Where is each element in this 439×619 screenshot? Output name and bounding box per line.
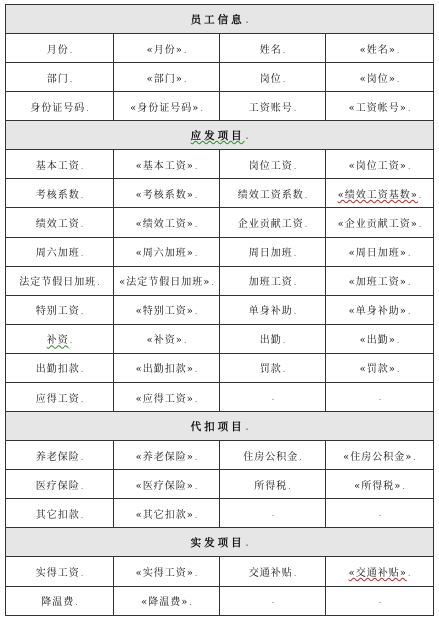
- field-label-cell[interactable]: [6, 208, 114, 237]
- merge-field: «岗位»: [359, 73, 396, 85]
- paragraph-mark: .: [293, 278, 297, 288]
- merge-field-cell[interactable]: [114, 353, 220, 382]
- merge-field-cell[interactable]: [326, 34, 434, 63]
- merge-field-cell[interactable]: [114, 179, 220, 208]
- field-label-cell[interactable]: [220, 557, 326, 586]
- field-label: 企业贡献工资: [237, 219, 304, 231]
- payslip-template: [5, 4, 433, 616]
- merge-field-cell[interactable]: [114, 92, 220, 121]
- merge-field: «特别工资»: [135, 306, 194, 318]
- paragraph-mark: .: [80, 161, 84, 171]
- paragraph-mark: .: [418, 220, 422, 230]
- table-row: [6, 295, 434, 324]
- field-label: 实得工资: [35, 567, 80, 579]
- paragraph-mark: .: [194, 161, 198, 171]
- field-label: 应得工资: [35, 393, 80, 405]
- table-row: [6, 441, 434, 470]
- field-label: 岗位工资: [248, 160, 293, 172]
- section-header-row: [6, 412, 434, 441]
- merge-field: «出勤扣款»: [135, 364, 194, 376]
- merge-field-cell[interactable]: [114, 63, 220, 92]
- paragraph-mark: .: [396, 74, 400, 84]
- paragraph-mark: .: [293, 249, 297, 259]
- paragraph-mark: .: [282, 74, 286, 84]
- merge-field: «考核系数»: [135, 189, 194, 201]
- paragraph-mark: .: [245, 14, 249, 25]
- field-label-cell[interactable]: [6, 499, 114, 528]
- section-header-row: [6, 5, 434, 34]
- paragraph-mark: .: [288, 481, 291, 491]
- merge-field-cell[interactable]: [114, 383, 220, 412]
- table-row: [6, 63, 434, 92]
- merge-field: «应得工资»: [135, 393, 194, 405]
- field-label-cell[interactable]: [220, 237, 326, 266]
- field-label-cell[interactable]: [220, 266, 326, 295]
- field-label-cell[interactable]: [220, 324, 326, 353]
- field-label: 绩效工资系数: [237, 189, 304, 201]
- merge-field-cell[interactable]: [326, 237, 434, 266]
- field-label-cell[interactable]: [6, 179, 114, 208]
- section-title: [6, 121, 434, 150]
- paragraph-mark: .: [211, 278, 214, 288]
- paragraph-mark: .: [194, 190, 198, 200]
- field-label: 补资: [46, 335, 69, 347]
- paragraph-mark: .: [80, 365, 84, 375]
- field-label: 周六加班: [35, 248, 80, 260]
- merge-field-cell[interactable]: [326, 383, 434, 412]
- paragraph-mark: .: [97, 278, 100, 288]
- merge-field: «法定节假日加班»: [119, 277, 211, 289]
- merge-field: «单身补助»: [348, 306, 407, 318]
- merge-field-cell[interactable]: [114, 34, 220, 63]
- paragraph-mark: .: [299, 452, 302, 462]
- field-label-cell[interactable]: [6, 63, 114, 92]
- merge-field: «工资帐号»: [348, 102, 407, 114]
- field-label-cell[interactable]: [220, 353, 326, 382]
- paragraph-mark: .: [271, 508, 275, 518]
- paragraph-mark: .: [407, 278, 411, 288]
- field-label: 加班工资: [248, 277, 293, 289]
- paragraph-mark: .: [407, 161, 411, 171]
- paragraph-mark: .: [183, 74, 187, 84]
- paragraph-mark: .: [378, 392, 382, 402]
- field-label: 绩效工资: [35, 219, 80, 231]
- section-title-text: 代扣项目: [190, 420, 245, 433]
- paragraph-mark: .: [396, 336, 400, 346]
- merge-field: «加班工资»: [348, 277, 407, 289]
- field-label-cell[interactable]: [6, 237, 114, 266]
- paragraph-mark: .: [194, 394, 198, 404]
- merge-field-cell[interactable]: [114, 586, 220, 615]
- field-label: 罚款: [259, 364, 282, 376]
- field-label: 周日加班: [248, 248, 293, 260]
- merge-field: «住房公积金»: [343, 451, 413, 463]
- merge-field-cell[interactable]: [326, 150, 434, 179]
- paragraph-mark: .: [86, 103, 89, 113]
- field-label-cell[interactable]: [220, 499, 326, 528]
- paragraph-mark: .: [245, 537, 249, 548]
- paragraph-mark: .: [293, 161, 297, 171]
- table-row: [6, 586, 434, 615]
- paragraph-mark: .: [407, 103, 411, 113]
- merge-field: «周六加班»: [135, 248, 194, 260]
- field-label-cell[interactable]: [6, 150, 114, 179]
- merge-field: «岗位工资»: [348, 160, 407, 172]
- paragraph-mark: .: [282, 365, 286, 375]
- field-label-cell[interactable]: [6, 34, 114, 63]
- table-row: [6, 353, 434, 382]
- field-label-cell[interactable]: [6, 92, 114, 121]
- field-label: 住房公积金: [243, 451, 299, 463]
- paragraph-mark: .: [402, 481, 405, 491]
- field-label-cell[interactable]: [220, 92, 326, 121]
- paragraph-mark: .: [194, 481, 198, 491]
- field-label-cell[interactable]: [6, 295, 114, 324]
- paragraph-mark: .: [407, 307, 411, 317]
- merge-field-cell[interactable]: [114, 295, 220, 324]
- merge-field-cell[interactable]: [114, 324, 220, 353]
- merge-field: «其它扣款»: [135, 509, 194, 521]
- merge-field-cell[interactable]: [114, 266, 220, 295]
- paragraph-mark: .: [183, 336, 187, 346]
- merge-field: «所得税»: [354, 480, 402, 492]
- paragraph-mark: .: [378, 596, 382, 606]
- merge-field: «医疗保险»: [135, 480, 194, 492]
- paragraph-mark: .: [413, 452, 416, 462]
- merge-field: «月份»: [146, 44, 183, 56]
- paragraph-mark: .: [245, 421, 249, 432]
- field-label: 所得税: [254, 480, 288, 492]
- section-title: [6, 528, 434, 557]
- merge-field-cell[interactable]: [326, 470, 434, 499]
- paragraph-mark: .: [194, 220, 198, 230]
- section-header-row: [6, 528, 434, 557]
- merge-field-cell[interactable]: [326, 208, 434, 237]
- paragraph-mark: .: [282, 45, 286, 55]
- merge-field: «养老保险»: [135, 451, 194, 463]
- section-title-text: 应发项目: [190, 129, 245, 142]
- paragraph-mark: .: [378, 508, 382, 518]
- field-label: 工资账号: [248, 102, 293, 114]
- paragraph-mark: .: [282, 336, 286, 346]
- merge-field: «绩效工资»: [135, 219, 194, 231]
- paragraph-mark: .: [75, 598, 78, 608]
- field-label: 考核系数: [35, 189, 80, 201]
- field-label: 出勤: [259, 335, 282, 347]
- merge-field: «企业贡献工资»: [337, 219, 418, 231]
- merge-field: «身份证号码»: [130, 102, 200, 114]
- merge-field: «交通补贴»: [348, 567, 407, 579]
- section-title: [6, 5, 434, 34]
- paragraph-mark: .: [194, 307, 198, 317]
- merge-field: «实得工资»: [135, 567, 194, 579]
- field-label: 法定节假日加班: [19, 277, 97, 289]
- paragraph-mark: .: [80, 568, 84, 578]
- table-row: [6, 179, 434, 208]
- paragraph-mark: .: [69, 45, 73, 55]
- merge-field-cell[interactable]: [326, 557, 434, 586]
- field-label: 身份证号码: [30, 102, 86, 114]
- paragraph-mark: .: [418, 190, 422, 200]
- paragraph-mark: .: [407, 568, 411, 578]
- paragraph-mark: .: [189, 598, 192, 608]
- paragraph-mark: .: [183, 45, 187, 55]
- field-label: 医疗保险: [35, 480, 80, 492]
- table-row: [6, 92, 434, 121]
- merge-field-cell[interactable]: [326, 266, 434, 295]
- payslip-table: [5, 4, 434, 616]
- table-row: [6, 557, 434, 586]
- field-label-cell[interactable]: [220, 208, 326, 237]
- section-title-text: 员工信息: [190, 13, 245, 26]
- paragraph-mark: .: [80, 249, 84, 259]
- field-label: 降温费: [41, 597, 75, 609]
- field-label: 交通补贴: [248, 567, 293, 579]
- field-label: 出勤扣款: [35, 364, 80, 376]
- field-label-cell[interactable]: [220, 441, 326, 470]
- merge-field-cell[interactable]: [114, 208, 220, 237]
- merge-field-cell[interactable]: [326, 353, 434, 382]
- paragraph-mark: .: [271, 392, 275, 402]
- merge-field-cell[interactable]: [326, 586, 434, 615]
- paragraph-mark: .: [396, 45, 400, 55]
- table-row: [6, 266, 434, 295]
- paragraph-mark: .: [245, 130, 249, 141]
- merge-field-cell[interactable]: [114, 557, 220, 586]
- table-row: [6, 208, 434, 237]
- merge-field-cell[interactable]: [114, 470, 220, 499]
- field-label: 基本工资: [35, 160, 80, 172]
- merge-field: «姓名»: [359, 44, 396, 56]
- field-label-cell[interactable]: [6, 441, 114, 470]
- paragraph-mark: .: [80, 452, 84, 462]
- merge-field: «部门»: [146, 73, 183, 85]
- paragraph-mark: .: [200, 103, 203, 113]
- paragraph-mark: .: [80, 307, 84, 317]
- field-label: 单身补助: [248, 306, 293, 318]
- field-label-cell[interactable]: [6, 353, 114, 382]
- table-row: [6, 324, 434, 353]
- field-label: 其它扣款: [35, 509, 80, 521]
- section-header-row: [6, 121, 434, 150]
- field-label-cell[interactable]: [6, 324, 114, 353]
- merge-field-cell[interactable]: [114, 499, 220, 528]
- merge-field: «基本工资»: [135, 160, 194, 172]
- paragraph-mark: .: [293, 307, 297, 317]
- field-label: 养老保险: [35, 451, 80, 463]
- merge-field-cell[interactable]: [326, 441, 434, 470]
- table-row: [6, 499, 434, 528]
- field-label-cell[interactable]: [6, 266, 114, 295]
- field-label-cell[interactable]: [220, 295, 326, 324]
- table-row: [6, 150, 434, 179]
- paragraph-mark: .: [293, 103, 297, 113]
- merge-field-cell[interactable]: [326, 324, 434, 353]
- paragraph-mark: .: [194, 510, 198, 520]
- field-label: 姓名: [259, 44, 282, 56]
- paragraph-mark: .: [80, 190, 84, 200]
- merge-field-cell[interactable]: [326, 295, 434, 324]
- paragraph-mark: .: [80, 481, 84, 491]
- paragraph-mark: .: [304, 220, 308, 230]
- section-title: [6, 412, 434, 441]
- table-row: [6, 237, 434, 266]
- paragraph-mark: .: [80, 510, 84, 520]
- merge-field-cell[interactable]: [326, 499, 434, 528]
- merge-field-cell[interactable]: [326, 63, 434, 92]
- merge-field: «绩效工资基数»: [337, 189, 418, 201]
- field-label: 特别工资: [35, 306, 80, 318]
- field-label-cell[interactable]: [6, 470, 114, 499]
- field-label-cell[interactable]: [6, 586, 114, 615]
- paragraph-mark: .: [69, 74, 73, 84]
- table-row: [6, 34, 434, 63]
- merge-field: «出勤»: [359, 335, 396, 347]
- merge-field: «补资»: [146, 335, 183, 347]
- field-label-cell[interactable]: [220, 179, 326, 208]
- paragraph-mark: .: [304, 190, 308, 200]
- paragraph-mark: .: [271, 596, 275, 606]
- payslip-table-body: [6, 5, 434, 616]
- paragraph-mark: .: [293, 568, 297, 578]
- field-label-cell[interactable]: [220, 383, 326, 412]
- field-label-cell[interactable]: [6, 383, 114, 412]
- field-label-cell[interactable]: [220, 63, 326, 92]
- field-label-cell[interactable]: [220, 470, 326, 499]
- merge-field-cell[interactable]: [326, 92, 434, 121]
- merge-field-cell[interactable]: [114, 237, 220, 266]
- paragraph-mark: .: [194, 452, 198, 462]
- section-title-text: 实发项目: [190, 536, 245, 549]
- field-label: 月份: [46, 44, 69, 56]
- merge-field: «降温费»: [141, 597, 189, 609]
- field-label-cell[interactable]: [220, 586, 326, 615]
- merge-field-cell[interactable]: [114, 441, 220, 470]
- field-label-cell[interactable]: [220, 150, 326, 179]
- paragraph-mark: .: [194, 249, 198, 259]
- paragraph-mark: .: [69, 336, 73, 346]
- field-label: 岗位: [259, 73, 282, 85]
- merge-field: «罚款»: [359, 364, 396, 376]
- field-label-cell[interactable]: [220, 34, 326, 63]
- table-row: [6, 383, 434, 412]
- paragraph-mark: .: [194, 568, 198, 578]
- table-row: [6, 470, 434, 499]
- merge-field-cell[interactable]: [114, 150, 220, 179]
- paragraph-mark: .: [396, 365, 400, 375]
- paragraph-mark: .: [80, 394, 84, 404]
- merge-field-cell[interactable]: [326, 179, 434, 208]
- field-label: 部门: [46, 73, 69, 85]
- paragraph-mark: .: [407, 249, 411, 259]
- paragraph-mark: .: [194, 365, 198, 375]
- paragraph-mark: .: [80, 220, 84, 230]
- field-label-cell[interactable]: [6, 557, 114, 586]
- merge-field: «周日加班»: [348, 248, 407, 260]
